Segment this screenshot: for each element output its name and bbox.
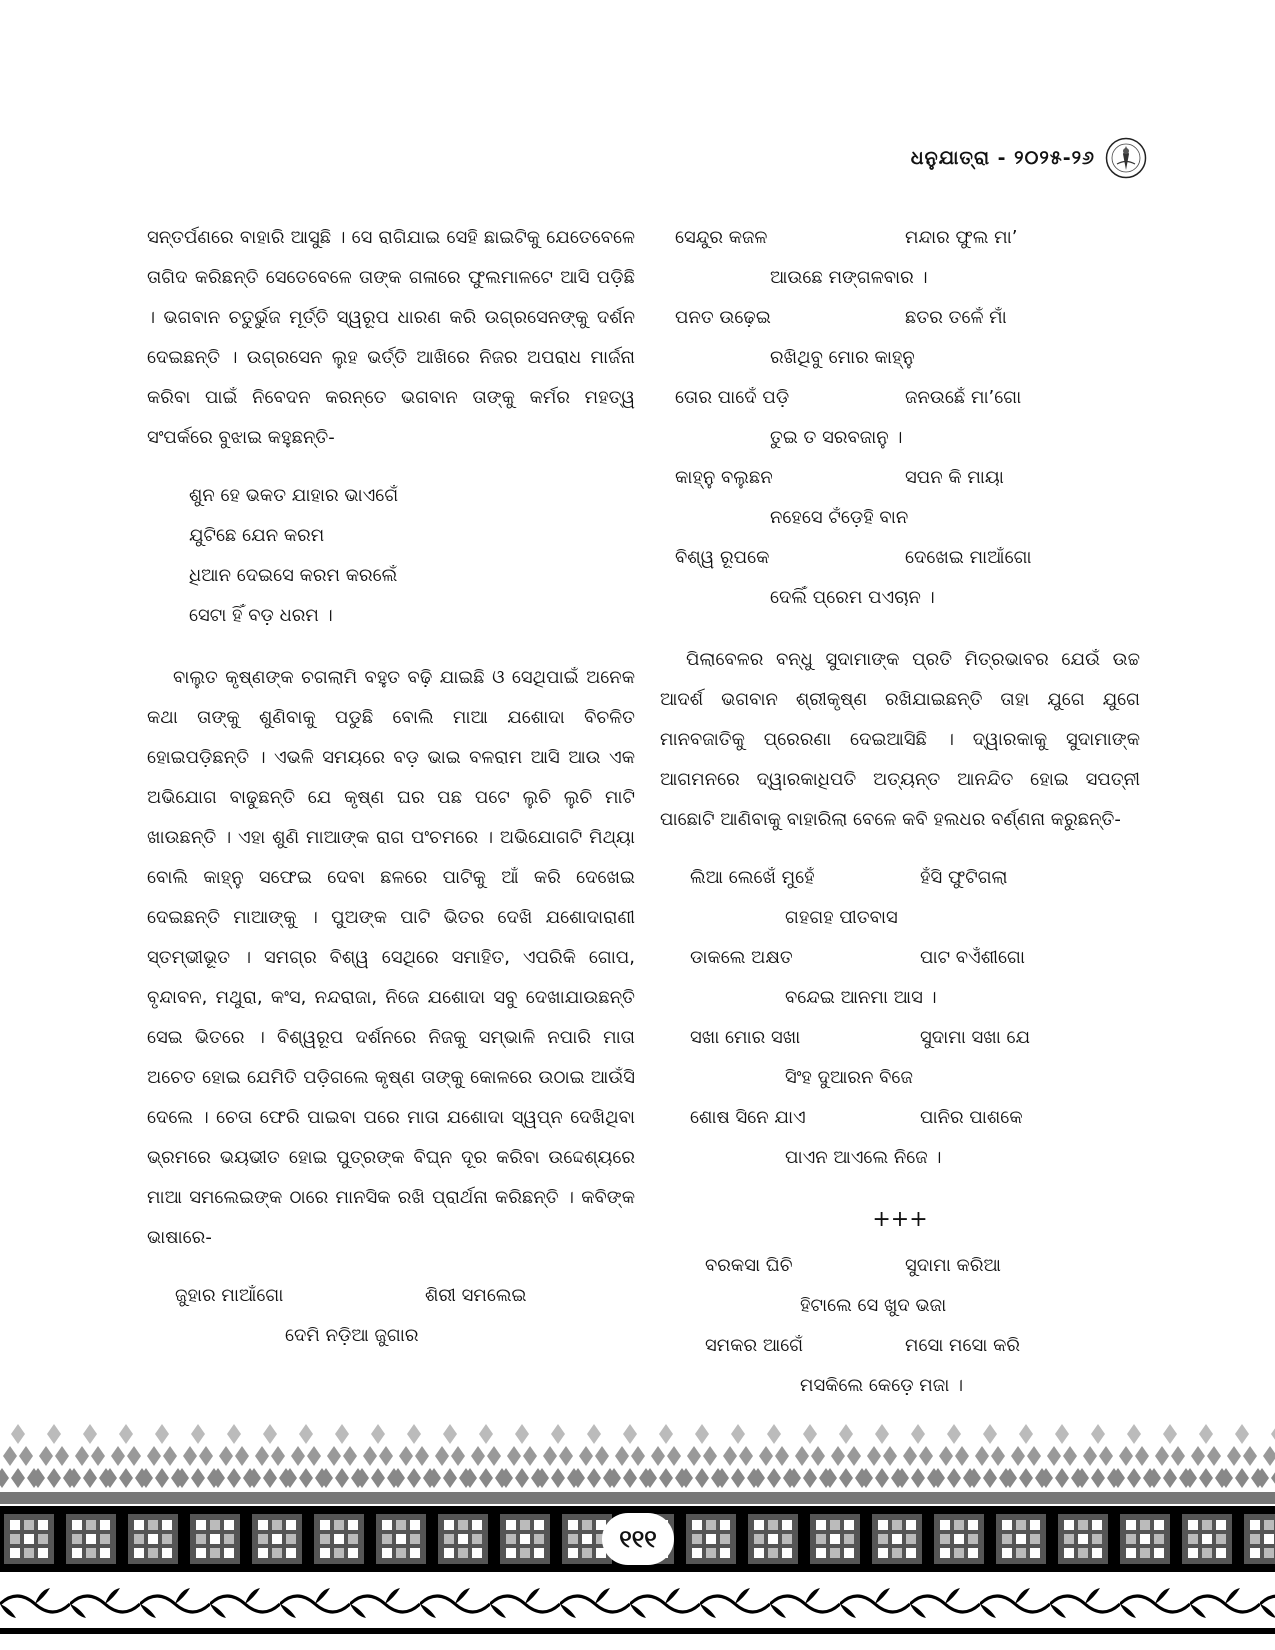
decorative-footer bbox=[0, 1420, 1275, 1650]
verse-first-half: ବରକସା ଘିଚି bbox=[705, 1255, 793, 1276]
verse-first-half: ସମକର ଆଗେଁ bbox=[705, 1335, 804, 1356]
poem-line bbox=[705, 1326, 1140, 1366]
poem-line bbox=[675, 218, 1140, 258]
verse-second-half: ପାନିର ପାଶକେ bbox=[920, 1107, 1023, 1128]
verse-second-half: ସୁଦାମା କରିଆ bbox=[905, 1255, 1001, 1276]
poem-line: ଶୁନ ହେ ଭକତ ଯାହାର ଭାଏଗେଁ bbox=[189, 485, 399, 506]
magazine-title: ଧନୁଯାତ୍ରା - ୨୦୨୫-୨୬ bbox=[910, 147, 1095, 169]
triangle-pattern-band bbox=[0, 1420, 1275, 1504]
poem-stanza bbox=[147, 476, 635, 636]
verse-second-half: ଜନଉଛେଁ ମା’ଗୋ bbox=[905, 387, 1022, 408]
poem-line: ଯୁଟିଛେ ଯେନ କରମ bbox=[189, 525, 325, 546]
verse-first-half: ବିଶ୍ୱ ରୂପକେ bbox=[675, 547, 770, 568]
poem-line bbox=[675, 538, 1140, 578]
poem-stanza bbox=[660, 1246, 1140, 1406]
poem-line: ନହେସେ ଟଁଡ଼େହି ବାନ bbox=[770, 507, 909, 528]
poem-line bbox=[690, 858, 1140, 898]
poem-line: ଧିଆନ ଦେଇସେ କରମ କରଲେଁ bbox=[189, 565, 398, 586]
right-column bbox=[660, 218, 1140, 1428]
left-column bbox=[147, 218, 635, 1378]
verse-second-half: ସୁଦାମା ସଖା ଯେ bbox=[920, 1027, 1031, 1048]
poem-line: ପାଏନ ଆଏଲେ ନିଜେ । bbox=[785, 1147, 942, 1168]
verse-first-half: ଲିଆ ଲେଖେଁ ମୁହେଁ bbox=[690, 867, 815, 888]
poem-line: ଦେଲିଁ ପ୍ରେମ ପଏଚାନ । bbox=[770, 587, 935, 608]
paragraph: ପିଲାବେଳର ବନ୍ଧୁ ସୁଦାମାଙ୍କ ପ୍ରତି ମିତ୍ରଭାବର ଯେଉଁ ଉଚ୍ଚ ଆଦର୍ଶ ଭଗବାନ ଶ୍ରୀକୃଷ୍ଣ ରଖିଯାଇଛନ୍ତି ତାହା ଯୁଗେ ଯୁଗେ ମାନବଜାତିକୁ ପ୍ରେରଣା ଦେଇଆସିଛି । ଦ୍ୱାରକାକୁ ସୁଦାମାଙ୍କ ଆଗମନରେ ଦ୍ୱାରକାଧିପତି ଅତ୍ୟନ୍ତ ଆନନ୍ଦିତ ହୋଇ ସପତ୍ନୀ ପାଛୋଟି ଆଣିବାକୁ ବାହାରିଲା ବେଳେ କବି ହଲଧର ବର୍ଣ୍ଣନା କରୁଛନ୍ତି- bbox=[660, 649, 1140, 830]
poem-line: ସିଂହ ଦୁଆରନ ବିଜେ bbox=[785, 1067, 913, 1088]
poem-line: ସେଟା ହିଁ ବଡ଼ ଧରମ । bbox=[189, 605, 333, 626]
emblem-seal-icon bbox=[1105, 137, 1147, 179]
verse-second-half: ଛତର ତଳେଁ ମାଁ bbox=[905, 307, 1007, 328]
verse-first-half: ଜୁହାର ମାଆଁଗୋ bbox=[175, 1285, 284, 1306]
poem-line bbox=[690, 938, 1140, 978]
poem-line: ଦେମି ନଡ଼ିଆ ଜୁଗାର bbox=[285, 1325, 419, 1346]
poem-stanza bbox=[660, 218, 1140, 618]
poem-line bbox=[690, 1098, 1140, 1138]
poem-stanza bbox=[147, 1276, 635, 1356]
poem-line: ବନ୍ଦେଇ ଆନମା ଆସ । bbox=[785, 987, 937, 1008]
poem-line bbox=[175, 1276, 635, 1316]
vine-border-band bbox=[0, 1580, 1275, 1638]
verse-first-half: ଡାକଲେ ଅକ୍ଷତ bbox=[690, 947, 793, 968]
section-separator: +++ bbox=[872, 1207, 928, 1232]
poem-line bbox=[675, 378, 1140, 418]
page-header bbox=[911, 138, 1147, 178]
verse-first-half: ତୋର ପାଦେଁ ପଡ଼ି bbox=[675, 387, 790, 408]
verse-second-half: ପାଟ ବଏଁଶୀଗୋ bbox=[920, 947, 1025, 968]
paragraph: ବାଲୁତ କୃଷ୍ଣଙ୍କ ଚଗଲାମି ବହୁତ ବଢ଼ି ଯାଇଛି ଓ ସେଥିପାଇଁ ଅନେକ କଥା ତାଙ୍କୁ ଶୁଣିବାକୁ ପଡୁଛି ବୋଲି ମାଆ ଯଶୋଦା ବିଚଳିତ ହୋଇପଡ଼ିଛନ୍ତି । ଏଭଳି ସମୟରେ ବଡ଼ ଭାଇ ବଳରାମ ଆସି ଆଉ ଏକ ଅଭିଯୋଗ ବାଢୁଛନ୍ତି ଯେ କୃଷ୍ଣ ଘର ପଛ ପଟେ ଲୁଚି ଲୁଚି ମାଟି ଖାଉଛନ୍ତି । ଏହା ଶୁଣି ମାଆଙ୍କ ରାଗ ପଂଚମରେ । ଅଭିଯୋଗଟି ମିଥ୍ୟା ବୋଲି କାହ୍ନୁ ସଫେଇ ଦେବା ଛଳରେ ପାଟିକୁ ଆଁ କରି ଦେଖେଇ ଦେଇଛନ୍ତି ମାଆଙ୍କୁ । ପୁଅଙ୍କ ପାଟି ଭିତର ଦେଖି ଯଶୋଦାରାଣୀ ସ୍ତମ୍ଭୀଭୂତ । ସମଗ୍ର ବିଶ୍ୱ ସେଥିରେ ସମାହିତ, ଏପରିକି ଗୋପ, ବୃନ୍ଦାବନ, ମଥୁରା, କଂସ, ନନ୍ଦରାଜା, ନିଜେ ଯଶୋଦା ସବୁ ଦେଖାଯାଉଛନ୍ତି ସେଇ ଭିତରେ । ବିଶ୍ୱରୂପ ଦର୍ଶନରେ ନିଜକୁ ସମ୍ଭାଳି ନପାରି ମାତା ଅଚେତ ହୋଇ ଯେମିତି ପଡ଼ିଗଲେ କୃଷ୍ଣ ତାଙ୍କୁ କୋଳରେ ଉଠାଇ ଆଉଁସି ଦେଲେ । ଚେତା ଫେରି ପାଇବା ପରେ ମାତା ଯଶୋଦା ସ୍ୱପ୍ନ ଦେଖିଥିବା ଭ୍ରମରେ ଭୟଭୀତ ହୋଇ ପୁତ୍ରଙ୍କ ବିଘ୍ନ ଦୂର କରିବା ଉଦ୍ଦେଶ୍ୟରେ ମାଆ ସମଲେଇଙ୍କ ଠାରେ ମାନସିକ ରଖି ପ୍ରାର୍ଥନା କରିଛନ୍ତି । କବିଙ୍କ ଭାଷାରେ- bbox=[147, 667, 635, 1248]
verse-first-half: କାହ୍ନୁ ବଲୁଛନ bbox=[675, 467, 773, 488]
verse-first-half: ଶୋଷ ସିନେ ଯାଏ bbox=[690, 1107, 806, 1128]
verse-second-half: ଶିରୀ ସମଲେଇ bbox=[425, 1285, 527, 1306]
poem-line: ହିଟାଲେ ସେ ଖୁଦ ଭଜା bbox=[800, 1295, 947, 1316]
poem-line: ଆଉଛେ ମଙ୍ଗଳବାର । bbox=[770, 267, 928, 288]
poem-line: ରଖିଥିବୁ ମୋର କାହ୍ନୁ bbox=[770, 347, 915, 368]
verse-first-half: ପନତ ଉଢ଼େଇ bbox=[675, 307, 771, 328]
poem-line: ଗହଗହ ପୀତବାସ bbox=[785, 907, 898, 928]
verse-second-half: ଦେଖେଇ ମାଆଁଗୋ bbox=[905, 547, 1032, 568]
verse-second-half: ମନ୍ଦାର ଫୁଲ ମା’ bbox=[905, 227, 1018, 248]
poem-stanza bbox=[660, 858, 1140, 1178]
poem-line bbox=[705, 1246, 1140, 1286]
poem-line: ତୁଇ ତ ସରବଜାନୁ । bbox=[770, 427, 903, 448]
verse-second-half: ମସୋ ମସୋ କରି bbox=[905, 1335, 1021, 1356]
verse-second-half: ହଁସି ଫୁଟିଗଲା bbox=[920, 867, 1008, 888]
verse-first-half: ସଖା ମୋର ସଖା bbox=[690, 1027, 801, 1048]
paragraph: ସନ୍ତର୍ପଣରେ ବାହାରି ଆସୁଛି । ସେ ରାଗିଯାଇ ସେହି ଛାଇଟିକୁ ଯେତେବେଳେ ତାଗିଦ କରିଛନ୍ତି ସେତେବେଳେ ତାଙ୍କ ଗଳାରେ ଫୁଲମାଳଟେ ଆସି ପଡ଼ିଛି । ଭଗବାନ ଚତୁର୍ଭୁଜ ମୂର୍ତ୍ତି ସ୍ୱରୂପ ଧାରଣ କରି ଉଗ୍ରସେନଙ୍କୁ ଦର୍ଶନ ଦେଇଛନ୍ତି । ଉଗ୍ରସେନ ଲୁହ ଭର୍ତ୍ତି ଆଖିରେ ନିଜର ଅପରାଧ ମାର୍ଜନା କରିବା ପାଇଁ ନିବେଦନ କରନ୍ତେ ଭଗବାନ ତାଙ୍କୁ କର୍ମର ମହତ୍ୱ ସଂପର୍କରେ ବୁଝାଇ କହୁଛନ୍ତି- bbox=[147, 227, 635, 448]
poem-line: ମସକିଲେ କେଡ଼େ ମଜା । bbox=[800, 1375, 964, 1396]
verse-first-half: ସେନ୍ଦୁର କଜଳ bbox=[675, 227, 768, 248]
poem-line bbox=[675, 298, 1140, 338]
verse-second-half: ସପନ କି ମାୟା bbox=[905, 467, 1004, 488]
poem-line bbox=[675, 458, 1140, 498]
page-number: ୧୧୧ bbox=[602, 1513, 674, 1565]
poem-line bbox=[690, 1018, 1140, 1058]
